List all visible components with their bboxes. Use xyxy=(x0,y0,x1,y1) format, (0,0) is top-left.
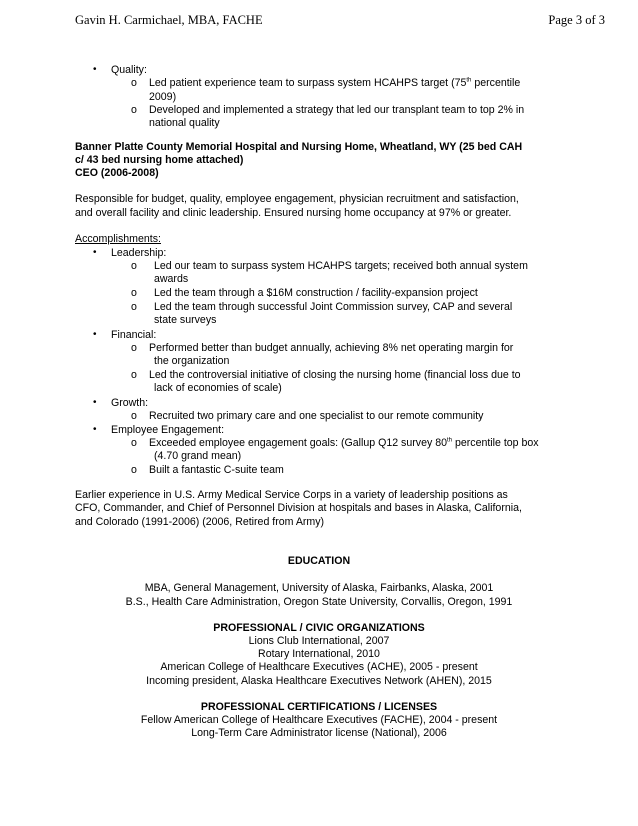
page-header-name: Gavin H. Carmichael, MBA, FACHE xyxy=(75,13,263,27)
job-title: Banner Platte County Memorial Hospital and Nursing Home, Wheatland, WY (25 bed CAH xyxy=(75,141,523,153)
job-title-cont: c/ 43 bed nursing home attached) xyxy=(75,154,244,166)
engagement-item-2: Built a fantastic C-suite team xyxy=(149,464,284,476)
quality-item-2: Developed and implemented a strategy that led our transplant team to top 2% in xyxy=(149,104,525,116)
quality-item-2-cont: national quality xyxy=(149,117,220,129)
bullet-marker: • xyxy=(93,64,97,75)
sub-bullet-marker: o xyxy=(131,301,137,313)
financial-item-2: Led the controversial initiative of closing the nursing home (financial loss due to xyxy=(149,369,521,381)
earlier-experience-cont: CFO, Commander, and Chief of Personnel Division at hospitals and bases in Alaska, California, xyxy=(75,502,522,514)
earlier-experience: Earlier experience in U.S. Army Medical Service Corps in a variety of leadership positions as xyxy=(75,489,508,501)
education-mba: MBA, General Management, University of Alaska, Fairbanks, Alaska, 2001 xyxy=(144,582,494,594)
engagement-item-1: Exceeded employee engagement goals: (Gallup Q12 survey 80th percentile top box xyxy=(149,437,539,449)
civic-lions: Lions Club International, 2007 xyxy=(248,635,390,647)
sub-bullet-marker: o xyxy=(131,437,137,449)
sub-bullet-marker: o xyxy=(131,342,137,354)
financial-item-2-cont: lack of economies of scale) xyxy=(154,382,282,394)
sub-bullet-marker: o xyxy=(131,369,137,381)
quality-item-1-cont: 2009) xyxy=(149,91,177,103)
bullet-marker: • xyxy=(93,424,97,435)
job-description-cont: and overall facility and clinic leadership. Ensured nursing home occupancy at 97% or greater. xyxy=(75,207,512,219)
job-description: Responsible for budget, quality, employee engagement, physician recruitment and satisfaction, xyxy=(75,193,519,205)
leadership-item-1: Led our team to surpass system HCAHPS targets; received both annual system xyxy=(154,260,528,272)
bullet-marker: • xyxy=(93,247,97,258)
financial-label: Financial: xyxy=(111,329,157,341)
civic-rotary: Rotary International, 2010 xyxy=(258,648,380,660)
certifications-heading: PROFESSIONAL CERTIFICATIONS / LICENSES xyxy=(200,701,438,713)
certification-ltc: Long-Term Care Administrator license (National), 2006 xyxy=(191,727,447,739)
bullet-marker: • xyxy=(93,329,97,340)
sub-bullet-marker: o xyxy=(131,410,137,422)
bullet-marker: • xyxy=(93,397,97,408)
certification-fache: Fellow American College of Healthcare Executives (FACHE), 2004 - present xyxy=(140,714,498,726)
engagement-item-1-cont: (4.70 grand mean) xyxy=(154,450,242,462)
civic-heading: PROFESSIONAL / CIVIC ORGANIZATIONS xyxy=(213,622,425,634)
civic-ache: American College of Healthcare Executives (ACHE), 2005 - present xyxy=(160,661,478,673)
education-bs: B.S., Health Care Administration, Oregon State University, Corvallis, Oregon, 1991 xyxy=(125,596,513,608)
education-heading: EDUCATION xyxy=(287,555,351,567)
accomplishments-heading: Accomplishments: xyxy=(75,233,161,245)
sub-bullet-marker: o xyxy=(131,287,137,299)
leadership-item-1-cont: awards xyxy=(154,273,189,285)
leadership-item-3: Led the team through successful Joint Commission survey, CAP and several xyxy=(154,301,513,313)
leadership-item-2: Led the team through a $16M construction / facility-expansion project xyxy=(154,287,478,299)
sub-bullet-marker: o xyxy=(131,260,137,272)
quality-item-1: Led patient experience team to surpass system HCAHPS target (75th percentile xyxy=(149,77,521,89)
civic-ahen: Incoming president, Alaska Healthcare Executives Network (AHEN), 2015 xyxy=(146,675,492,687)
sub-bullet-marker: o xyxy=(131,464,137,476)
growth-label: Growth: xyxy=(111,397,149,409)
financial-item-1: Performed better than budget annually, achieving 8% net operating margin for xyxy=(149,342,514,354)
engagement-label: Employee Engagement: xyxy=(111,424,225,436)
growth-item-1: Recruited two primary care and one specialist to our remote community xyxy=(149,410,484,422)
page-number: Page 3 of 3 xyxy=(548,13,605,27)
financial-item-1-cont: the organization xyxy=(154,355,230,367)
quality-label: Quality: xyxy=(111,64,147,76)
leadership-item-3-cont: state surveys xyxy=(154,314,217,326)
job-role: CEO (2006-2008) xyxy=(75,167,159,179)
sub-bullet-marker: o xyxy=(131,77,137,89)
leadership-label: Leadership: xyxy=(111,247,167,259)
sub-bullet-marker: o xyxy=(131,104,137,116)
earlier-experience-end: and Colorado (1991-2006) (2006, Retired from Army) xyxy=(75,516,325,528)
